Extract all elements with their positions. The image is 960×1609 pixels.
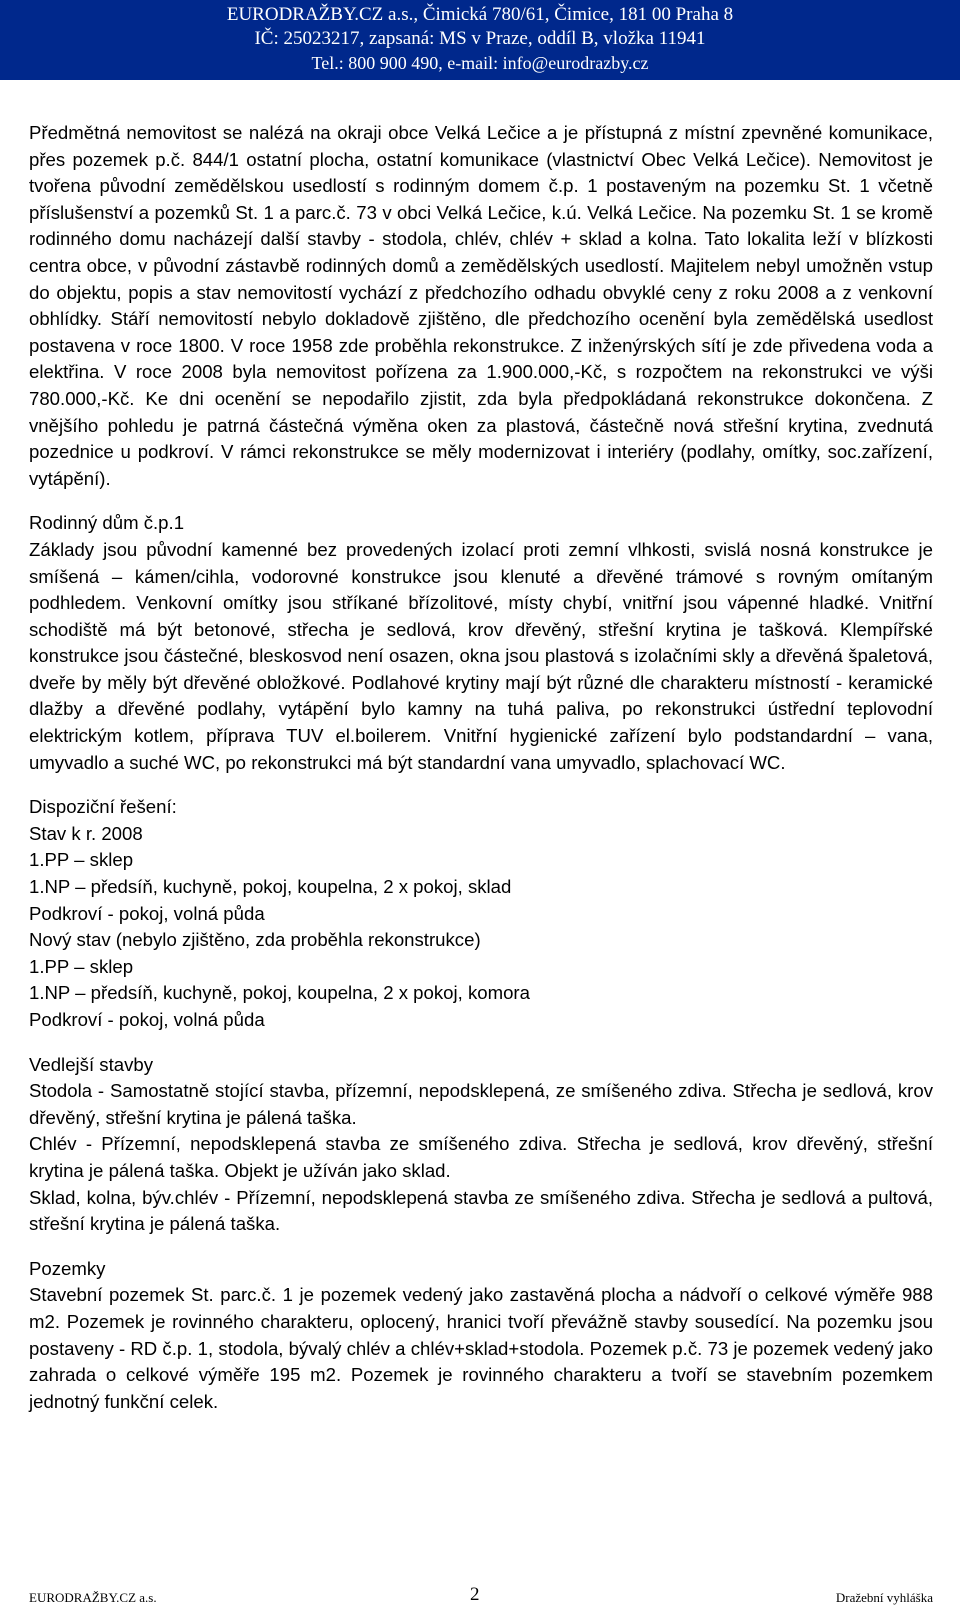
layout-line: Nový stav (nebylo zjištěno, zda proběhla rekonstrukce) [29,929,481,951]
layout-line: 1.PP – sklep [29,955,134,977]
layout-heading: Dispoziční řešení: [29,796,177,818]
layout-line: 1.NP – předsíň, kuchyně, pokoj, koupelna, 2 x pokoj, komora [29,982,530,1004]
footer-document-title: Dražební vyhláška [835,1590,933,1605]
layout-line: 1.PP – sklep [29,849,134,871]
document-body [29,120,933,1415]
layout-line: Podkroví - pokoj, volná půda [29,902,265,924]
layout-line: 1.NP – předsíň, kuchyně, pokoj, koupelna, 2 x pokoj, sklad [29,876,512,898]
land-heading: Pozemky [29,1257,106,1279]
outbuilding-stable: Chlév - Přízemní, nepodsklepená stavba ze smíšeného zdiva. Střecha je sedlová, krov dřevěný, střešní krytina je pálená taška. Objekt je užíván jako sklad. [29,1133,933,1181]
footer-company: EURODRAŽBY.CZ a.s. [29,1590,157,1605]
land-paragraph: Stavební pozemek St. parc.č. 1 je pozemek vedený jako zastavěná plocha a nádvoří o celkové výměře 988 m2. Pozemek je rovinného charakteru, oplocený, hranici tvoří převážně stavby sousedící. Na pozemku jsou postaveny - RD č.p. 1, stodola, bývalý chlév a chlév+sklad+stodola. Pozemek p.č. 73 je pozemek vedený jako zahrada o celkové výměře 195 m2. Pozemek je rovinného charakteru a tvoří se stavebním pozemkem jednotný funkční celek. [29,1284,933,1412]
outbuilding-storage: Sklad, kolna, býv.chlév - Přízemní, nepodsklepená stavba ze smíšeného zdiva. Střecha je sedlová a pultová, střešní krytina je pálená taška. [29,1186,933,1235]
header-registration-line: IČ: 25023217, zapsaná: MS v Praze, oddíl B, vložka 11941 [254,28,706,49]
outbuilding-barn: Stodola - Samostatně stojící stavba, přízemní, nepodsklepená, ze smíšeného zdiva. Střecha je sedlová, krov dřevěný, střešní krytina je pálená taška. [29,1080,933,1128]
header-company-line: EURODRAŽBY.CZ a.s., Čimická 780/61, Čimice, 181 00 Praha 8 [226,4,734,25]
outbuildings-heading: Vedlejší stavby [29,1053,154,1075]
page-footer [0,1577,960,1609]
header-contact-line: Tel.: 800 900 490, e-mail: info@eurodrazby.cz [311,53,649,73]
house-heading: Rodinný dům č.p.1 [29,512,185,534]
page-header [0,0,960,80]
layout-line: Stav k r. 2008 [29,822,143,844]
intro-paragraph: Předmětná nemovitost se nalézá na okraji obce Velká Lečice a je přístupná z místní zpevněné komunikace, přes pozemek p.č. 844/1 ostatní plocha, ostatní komunikace (vlastnictví Obec Velká Lečice). Nemovitost je tvořena původní zemědělskou usedlostí s rodinným domem č.p. 1 postaveným na pozemku St. 1 včetně příslušenství a pozemků St. 1 a parc.č. 73 v obci Velká Lečice, k.ú. Velká Lečice. Na pozemku St. 1 se kromě rodinného domu nacházejí další stavby - stodola, chlév, chlév + sklad a kolna. Tato lokalita leží v blízkosti centra obce, v původní zástavbě rodinných domů a zemědělských usedlostí. Majitelem nebyl umožněn vstup do objektu, popis a stav nemovitostí vychází z předchozího odhadu obvyklé ceny z roku 2008 a z venkovní obhlídky. Stáří nemovitostí nebylo dokladově zjištěno, dle předchozího ocenění byla zemědělská usedlost postavena v roce 1800. V roce 1958 zde proběhla rekonstrukce. Z inženýrských sítí je zde přivedena voda a elektřina. V roce 2008 byla nemovitost pořízena za 1.900.000,-Kč, s rozpočtem na rekonstrukci ve výši 780.000,-Kč. Ke dni ocenění se nepodařilo zjistit, zda byla předpokládaná rekonstrukce dokončena. Z vnějšího pohledu je patrná částečná výměna oken za plastová, částečně nová střešní krytina, zvednutá pozednice u podkroví. V rámci rekonstrukce se měly modernizovat i interiéry (podlahy, omítky, soc.zařízení, vytápění). [29,122,933,489]
layout-line: Podkroví - pokoj, volná půda [29,1009,265,1030]
house-paragraph: Základy jsou původní kamenné bez provedených izolací proti zemní vlhkosti, svislá nosná konstrukce je smíšená – kámen/cihla, vodorovné konstrukce jsou klenuté a dřevěné trámové s rovným omítaným podhledem. Venkovní omítky jsou stříkané břízolitové, místy chybí, vnitřní jsou vápenné hladké. Vnitřní schodiště má být betonové, střecha je sedlová, krov dřevěný, střešní krytina je tašková. Klempířské konstrukce jsou částečné, bleskosvod není osazen, okna jsou plastová s izolačními skly a dřevěná špaletová, dveře by měly být dřevěné obložkové. Podlahové krytiny mají být různé dle charakteru místností - keramické dlažby a dřevěné podlahy, vytápění bylo kamny na tuhá paliva, po rekonstrukci ústřední teplovodní elektrickým kotlem, příprava TUV el.boilerem. Vnitřní hygienické zařízení bylo podstandardní – vana, umyvadlo a suché WC, po rekonstrukci má být standardní vana umyvadlo, splachovací WC. [29,538,933,773]
page-number: 2 [470,1584,480,1605]
